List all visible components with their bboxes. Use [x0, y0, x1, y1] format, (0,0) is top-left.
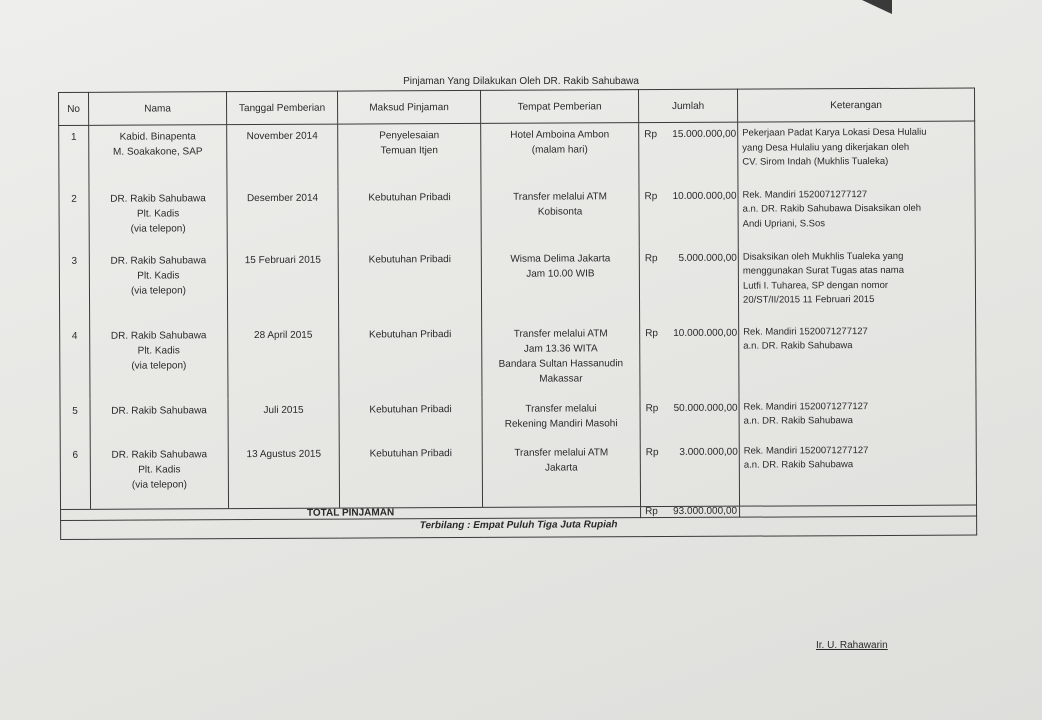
cell-nama [89, 187, 227, 250]
cell-nama-line: (via telepon) [130, 284, 187, 297]
cell-maksud [339, 397, 482, 442]
cell-keterangan-line: yang Desa Hulaliu yang dikerjakan oleh [742, 141, 910, 154]
currency-label: Rp [645, 446, 659, 458]
amount-value: 10.000.000,00 [673, 327, 738, 339]
table-row [59, 183, 975, 249]
cell-nama-line: Plt. Kadis [137, 344, 180, 357]
table-row [59, 245, 975, 324]
cell-tanggal: November 2014 [227, 124, 338, 187]
cell-nama-line: Plt. Kadis [138, 463, 181, 476]
cell-no: 6 [60, 443, 90, 509]
amount-value: 10.000.000,00 [672, 190, 737, 202]
cell-tempat-line: Hotel Amboina Ambon [510, 129, 610, 141]
cell-nama-line: DR. Rakib Sahubawa [110, 254, 207, 267]
cell-no: 1 [59, 125, 89, 187]
cell-tempat [482, 441, 640, 508]
cell-maksud [339, 441, 482, 508]
cell-nama [90, 324, 228, 400]
cell-jumlah [640, 396, 739, 440]
cell-nama [90, 443, 228, 510]
cell-tempat-line: Jakarta [544, 461, 578, 474]
cell-keterangan [738, 183, 975, 246]
cell-tanggal: Desember 2014 [227, 186, 338, 249]
cell-nama [90, 399, 228, 444]
cell-tempat-line: Transfer melalui ATM [513, 190, 607, 203]
cell-nama-line: DR. Rakib Sahubawa [111, 448, 208, 461]
cell-keterangan-line: Rek. Mandiri 1520071277127 [742, 188, 868, 201]
cell-keterangan [739, 395, 976, 440]
cell-tempat-line: Kobisonta [537, 205, 583, 218]
total-amount-cell [641, 506, 740, 517]
cell-maksud-line: Temuan Itjen [380, 145, 438, 157]
cell-tempat [482, 397, 640, 442]
terbilang-row [61, 516, 977, 539]
cell-keterangan-line: menggunakan Surat Tugas atas nama [742, 264, 904, 277]
header-maksud: Maksud Pinjaman [337, 90, 480, 124]
cell-maksud [339, 322, 482, 398]
table-header-row [59, 88, 975, 125]
cell-tempat [481, 247, 639, 323]
amount-value: 5.000.000,00 [678, 252, 737, 264]
cell-tempat-line: Makassar [539, 372, 583, 385]
cell-keterangan-line: Rek. Mandiri 1520071277127 [743, 400, 869, 413]
cell-keterangan-line: Lutfi I. Tuharea, SP dengan nomor [742, 279, 889, 292]
header-no: No [59, 92, 89, 125]
cell-no: 2 [59, 187, 89, 249]
cell-maksud-line: Kebutuhan Pribadi [369, 403, 452, 415]
cell-keterangan-line: Andi Upriani, S.Sos [742, 217, 826, 230]
currency-label: Rp [645, 327, 659, 339]
cell-maksud [338, 247, 481, 323]
cell-tempat-line: Jam 10.00 WIB [526, 267, 595, 280]
cell-nama [89, 125, 227, 188]
cell-maksud-line: Kebutuhan Pribadi [369, 328, 452, 340]
cell-nama-line: DR. Rakib Sahubawa [110, 192, 206, 205]
document-title: Pinjaman Yang Dilakukan Oleh DR. Rakib Sahubawa [403, 76, 639, 87]
cell-keterangan [739, 439, 976, 506]
paper-corner-shadow [862, 0, 892, 14]
cell-tanggal: 15 Februari 2015 [227, 248, 338, 324]
cell-tanggal: 13 Agustus 2015 [228, 442, 339, 509]
cell-jumlah [639, 122, 738, 184]
cell-maksud [338, 123, 481, 186]
cell-tempat [481, 185, 639, 248]
cell-nama-line: Kabid. Binapenta [119, 131, 196, 143]
cell-nama-line: (via telepon) [131, 478, 187, 491]
cell-keterangan-line: a.n. DR. Rakib Sahubawa [743, 340, 853, 352]
cell-keterangan-line: Pekerjaan Padat Karya Lokasi Desa Hulaliu [742, 126, 927, 139]
header-nama: Nama [89, 92, 227, 126]
cell-no: 5 [60, 399, 90, 443]
cell-keterangan-line: a.n. DR. Rakib Sahubawa [743, 459, 854, 471]
cell-maksud-line: Kebutuhan Pribadi [368, 191, 451, 203]
currency-label: Rp [644, 252, 658, 264]
currency-label: Rp [644, 190, 658, 202]
cell-maksud-line: Kebutuhan Pribadi [368, 253, 451, 265]
cell-keterangan-line: 20/ST/II/2015 11 Februari 2015 [742, 294, 875, 306]
header-jumlah: Jumlah [638, 89, 737, 122]
currency-label: Rp [645, 402, 659, 414]
cell-nama-line: Plt. Kadis [137, 269, 180, 282]
cell-tempat-line: Transfer melalui ATM [514, 446, 609, 459]
cell-jumlah [639, 246, 738, 321]
cell-tempat-line: (malam hari) [531, 144, 588, 156]
header-tanggal: Tanggal Pemberian [227, 91, 338, 125]
terbilang-text: Terbilang : Empat Puluh Tiga Juta Rupiah [61, 516, 977, 539]
cell-keterangan-line: Rek. Mandiri 1520071277127 [743, 325, 868, 338]
amount-value: 15.000.000,00 [672, 128, 737, 140]
loan-table-sheet [58, 88, 976, 540]
cell-nama-line: Plt. Kadis [136, 207, 180, 220]
cell-maksud [338, 185, 481, 248]
total-label: TOTAL PINJAMAN [61, 507, 641, 521]
cell-keterangan-line: Disaksikan oleh Mukhlis Tualeka yang [742, 250, 904, 263]
header-tempat: Tempat Pemberian [480, 90, 638, 124]
cell-maksud-line: Penyelesaian [379, 130, 440, 142]
cell-keterangan-line: a.n. DR. Rakib Sahubawa [743, 415, 853, 427]
cell-nama-line: DR. Rakib Sahubawa [110, 329, 207, 342]
cell-nama [89, 249, 227, 325]
cell-nama-line: M. Soakakone, SAP [113, 146, 203, 158]
amount-value: 50.000.000,00 [673, 402, 738, 414]
cell-tempat-line: Transfer melalui ATM [513, 327, 608, 340]
cell-keterangan-line: Rek. Mandiri 1520071277127 [743, 444, 869, 457]
signature-name: Ir. U. Rahawarin [816, 640, 888, 651]
table-row [60, 439, 976, 509]
amount-value: 3.000.000,00 [679, 446, 738, 458]
cell-tanggal: Juli 2015 [228, 398, 339, 443]
cell-tempat-line: Transfer melalui [525, 402, 597, 415]
cell-tempat [482, 322, 640, 398]
cell-jumlah [639, 184, 738, 246]
table-row [60, 320, 976, 399]
cell-tanggal: 28 April 2015 [228, 323, 339, 399]
cell-tempat-line: Jam 13.36 WITA [523, 342, 598, 355]
cell-no: 4 [60, 324, 90, 399]
cell-keterangan [738, 121, 975, 184]
table-body [59, 121, 977, 509]
cell-jumlah [640, 321, 739, 396]
header-keterangan: Keterangan [737, 88, 974, 122]
cell-no: 3 [59, 249, 89, 324]
cell-tempat-line: Bandara Sultan Hassanudin [498, 357, 624, 370]
cell-tempat-line: Rekening Mandiri Masohi [504, 417, 618, 430]
loan-table [58, 88, 977, 540]
cell-nama-line: DR. Rakib Sahubawa [111, 404, 207, 417]
cell-jumlah [640, 440, 739, 506]
cell-keterangan [738, 245, 975, 321]
total-currency: Rp [645, 506, 658, 518]
table-row [59, 121, 975, 187]
currency-label: Rp [644, 129, 658, 141]
cell-keterangan [739, 320, 976, 396]
cell-keterangan-line: a.n. DR. Rakib Sahubawa Disaksikan oleh [742, 202, 922, 215]
cell-nama-line: (via telepon) [130, 222, 186, 235]
table-row [60, 395, 976, 443]
cell-maksud-line: Kebutuhan Pribadi [369, 447, 452, 459]
cell-nama-line: (via telepon) [131, 359, 187, 372]
total-amount: 93.000.000,00 [673, 505, 738, 517]
cell-keterangan-line: CV. Sirom Indah (Mukhlis Tualeka) [742, 155, 889, 168]
cell-tempat-line: Wisma Delima Jakarta [510, 252, 611, 265]
cell-tempat [481, 123, 639, 186]
